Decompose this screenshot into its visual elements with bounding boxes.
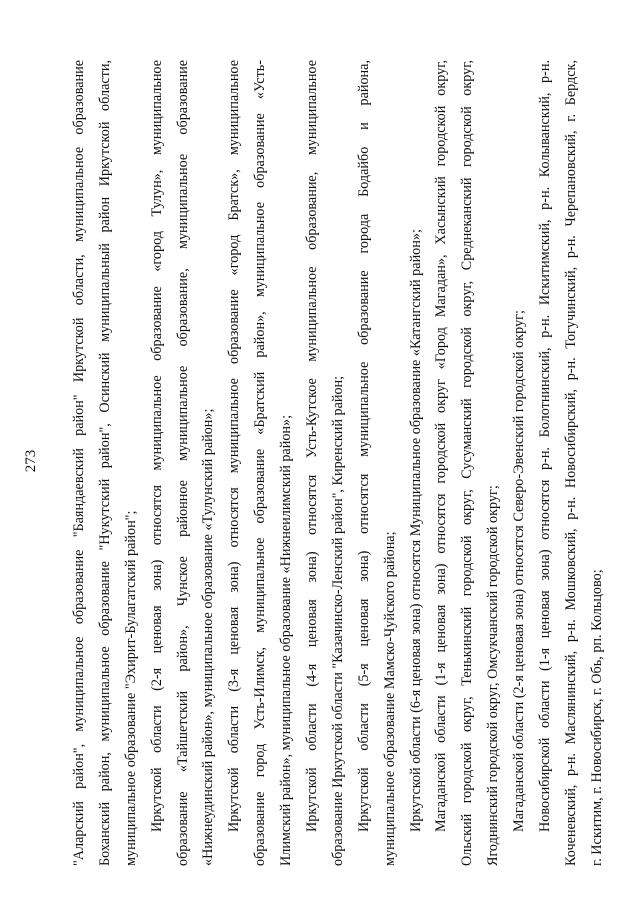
text-line: Магаданской области (2-я ценовая зона) относятся Северо-Эвенский городской округ; — [511, 310, 528, 832]
text-line: муниципальное образование Мамско-Чуйского района; — [381, 531, 398, 866]
text-line: образование Иркутской области "Казачинско-Ленский район", Киренский район; — [329, 375, 346, 866]
text-line: Ольский городской округ, Тенькинский городской округ, Сусуманский городской округ, Среднеканский городской округ, — [459, 60, 476, 866]
text-line: Новосибирской области (1-я ценовая зона) относятся р-н. Болотнинский, р-н. Искитимский, р-н. Колыванский, р-н. — [537, 60, 554, 832]
text-line: Ягоднинский городской округ, Омсукчанский городской округ; — [485, 485, 502, 866]
text-line: образование «Тайшетский район», Чунское районное муниципальное образование, муниципальное образование — [174, 60, 191, 866]
text-line: Илимский район», муниципальное образование «Нижнеилимский район»; — [278, 414, 295, 866]
page-number: 273 — [23, 449, 39, 473]
text-line: Коченевский, р-н. Маслянинский, р-н. Мошковский, р-н. Новосибирский, р-н. Тогучинский, р-н. Черепановский, г. Бердск, — [562, 60, 579, 866]
text-line: Иркутской области (5-я ценовая зона) относятся муниципальное образование города Бодайбо и района, — [355, 60, 372, 832]
text-line: Боханский район, муниципальное образование "Нукутский район", Осинский муниципальный район Иркутской области, — [96, 60, 113, 866]
document-body — [67, 60, 611, 866]
text-line: «Нижнеудинский район», муниципальное образование «Тулунский район»; — [200, 408, 217, 866]
text-line: Иркутской области (3-я ценовая зона) относятся муниципальное образование «город Братск», муниципальное — [226, 60, 243, 832]
text-line: Иркутской области (6-я ценовая зона) относятся Муниципальное образование «Катангский район»; — [407, 229, 424, 832]
text-line: образование город Усть-Илимск, муниципальное образование «Братский район», муниципальное образование «Усть- — [252, 60, 269, 866]
text-line: Иркутской области (4-я ценовая зона) относятся Усть-Кутское муниципальное образование, муниципальное — [304, 60, 321, 832]
text-line: "Аларский район", муниципальное образование "Баяндаевский район" Иркутской области, муниципальное образование — [71, 60, 87, 866]
text-line: Магаданской области (1-я ценовая зона) относятся городской округ «Город Магадан», Хасынский городской округ, — [433, 60, 450, 832]
text-line: г. Искитим, г. Новосибирск, г. Обь, рп. Кольцово; — [588, 569, 605, 866]
text-line: муниципальное образование "Эхирит-Булагатский район"; — [122, 510, 139, 866]
text-line: Иркутской области (2-я ценовая зона) относятся муниципальное образование «город Тулун», муниципальное — [148, 60, 165, 832]
